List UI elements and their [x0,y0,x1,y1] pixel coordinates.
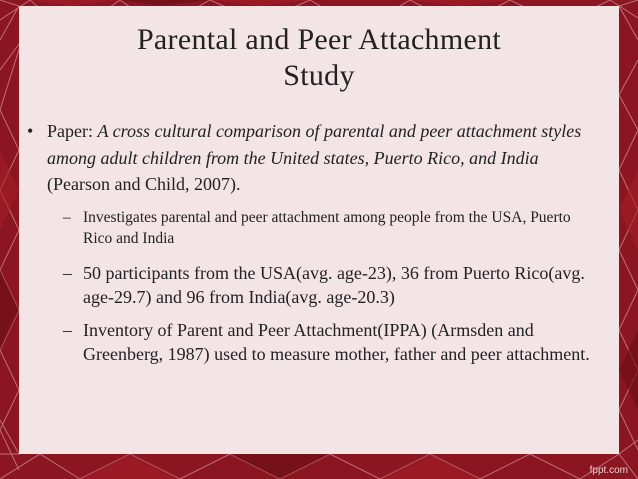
sub-bullet-text: Investigates parental and peer attachment among people from the USA, Puerto Rico and India [83,209,571,247]
paper-prefix: Paper: [47,121,98,141]
slide-content-panel [19,6,619,454]
main-bullet [19,118,589,198]
sub-bullet-3 [19,318,599,366]
slide-title-line-2: Study [283,59,355,92]
sub-bullet-marker: – [63,263,72,283]
slide-title [19,22,619,94]
slide-title-line-1: Parental and Peer Attachment [136,23,502,56]
sub-bullet-1 [19,207,599,249]
sub-bullet-marker: – [63,209,71,226]
paper-title: A cross cultural comparison of parental and peer attachment styles among adult children from the United states, Puerto Rico, and India [47,121,582,168]
sub-bullet-marker: – [63,320,72,340]
sub-bullet-text: 50 participants from the USA(avg. age-23), 36 from Puerto Rico(avg. age-29.7) and 96 from India(avg. age-20.3) [83,263,585,307]
bullet-marker: • [27,121,34,141]
footer-watermark: fppt.com [589,465,628,476]
main-bullet-text [47,118,589,198]
sub-bullet-text: Inventory of Parent and Peer Attachment(IPPA) (Armsden and Greenberg, 1987) used to measure mother, father and peer attachment. [83,320,590,364]
sub-bullet-2 [19,261,599,309]
paper-citation: (Pearson and Child, 2007). [47,174,241,194]
